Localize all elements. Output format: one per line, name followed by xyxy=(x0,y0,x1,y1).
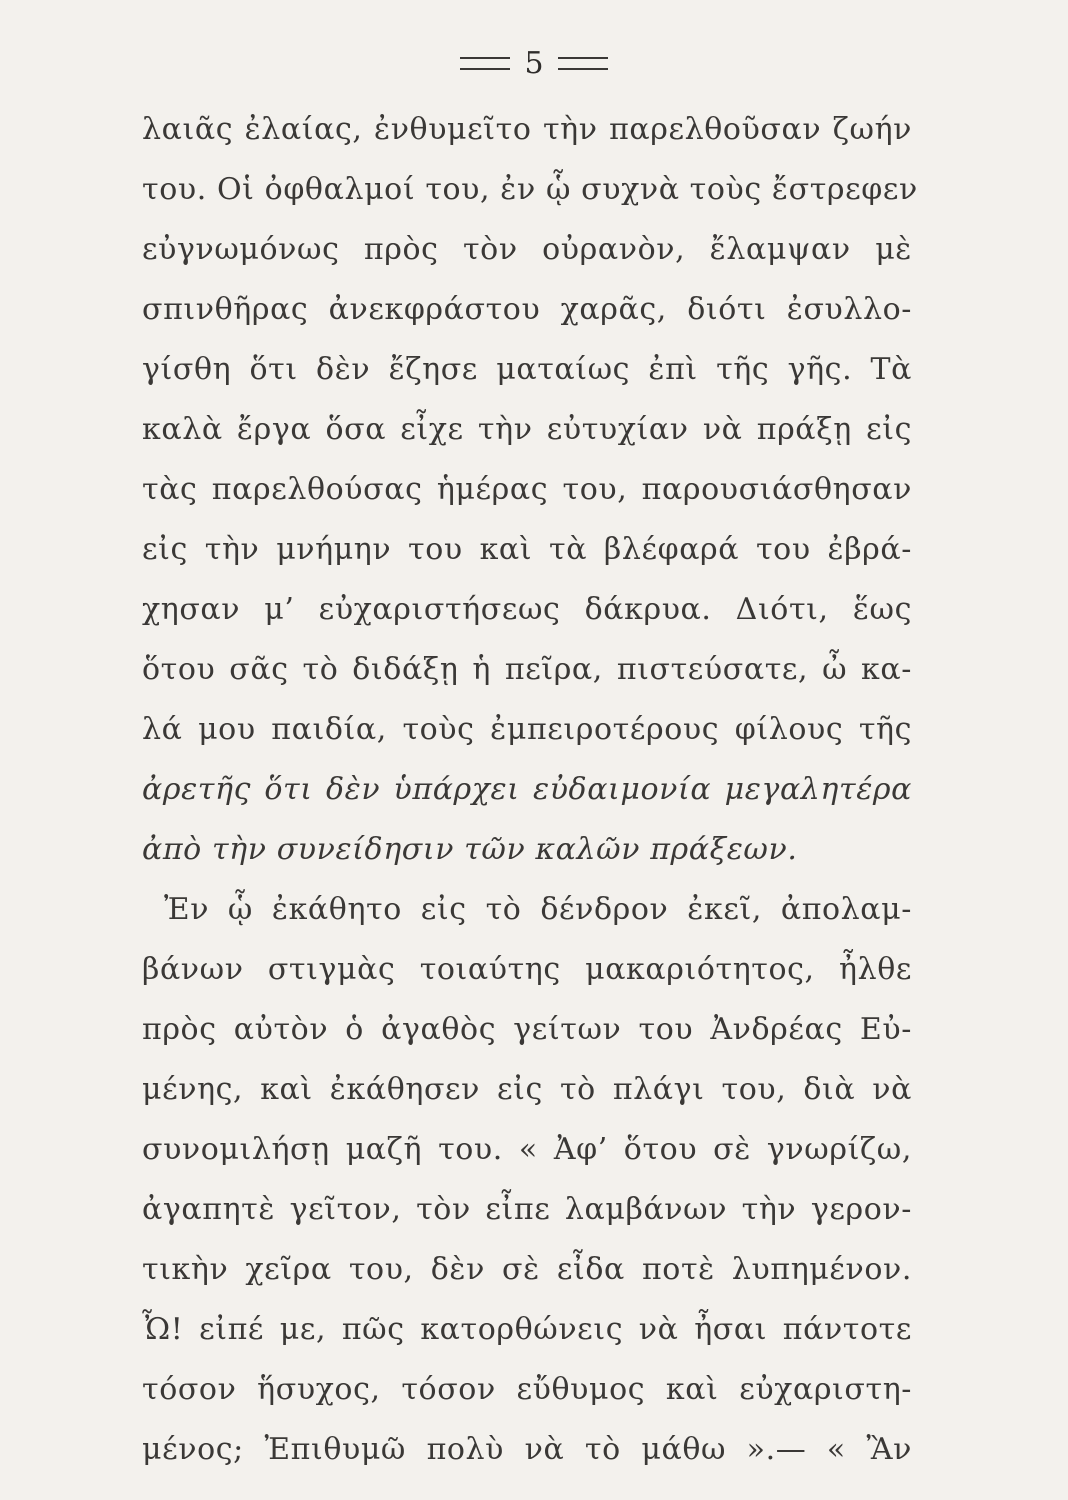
text-line: Ὦ! εἰπέ με, πῶς κατορθώνεις νὰ ἦσαι πάντοτε xyxy=(142,1312,912,1347)
body-text xyxy=(142,100,918,1480)
text-line: του. Οἱ ὀφθαλμοί του, ἐν ᾧ συχνὰ τοὺς ἔστρεφεν xyxy=(142,172,918,207)
text-line: εἰς τὴν μνήμην του καὶ τὰ βλέφαρά του ἐβρά- xyxy=(142,532,912,567)
left-double-rule xyxy=(460,57,510,70)
page-header xyxy=(0,46,1068,81)
text-line: σπινθῆρας ἀνεκφράστου χαρᾶς, διότι ἐσυλλο- xyxy=(142,292,912,327)
text-line: χησαν μ’ εὐχαριστήσεως δάκρυα. Διότι, ἕως xyxy=(142,592,912,627)
text-line: τικὴν χεῖρα του, δὲν σὲ εἶδα ποτὲ λυπημένον. xyxy=(142,1252,912,1287)
text-line: καλὰ ἔργα ὅσα εἶχε τὴν εὐτυχίαν νὰ πράξῃ εἰς xyxy=(142,412,912,447)
text-line: τόσον ἥσυχος, τόσον εὔθυμος καὶ εὐχαριστη- xyxy=(142,1372,912,1407)
text-line: Ἐν ᾧ ἐκάθητο εἰς τὸ δένδρον ἐκεῖ, ἀπολαμ- xyxy=(164,892,912,927)
text-line: βάνων στιγμὰς τοιαύτης μακαριότητος, ἦλθε xyxy=(142,952,912,987)
text-line: πρὸς αὐτὸν ὁ ἀγαθὸς γείτων του Ἀνδρέας Εὐ- xyxy=(142,1012,912,1047)
text-line: μένης, καὶ ἐκάθησεν εἰς τὸ πλάγι του, διὰ νὰ xyxy=(142,1072,912,1107)
text-line: λά μου παιδία, τοὺς ἐμπειροτέρους φίλους τῆς xyxy=(142,712,912,747)
text-line: συνομιλήσῃ μαζῆ του. « Ἀφ’ ὅτου σὲ γνωρίζω, xyxy=(142,1132,912,1167)
text-line: λαιᾶς ἐλαίας, ἐνθυμεῖτο τὴν παρελθοῦσαν ζωήν xyxy=(142,112,912,147)
page-number: 5 xyxy=(524,46,544,81)
text-line: ἀρετῆς ὅτι δὲν ὑπάρχει εὐδαιμονία μεγαλητέρα xyxy=(142,772,912,807)
text-line: ἀπὸ τὴν συνείδησιν τῶν καλῶν πράξεων. xyxy=(142,832,798,867)
text-line: ὅτου σᾶς τὸ διδάξῃ ἡ πεῖρα, πιστεύσατε, ὦ κα- xyxy=(142,652,912,687)
right-double-rule xyxy=(558,57,608,70)
text-line: τὰς παρελθούσας ἡμέρας του, παρουσιάσθησαν xyxy=(142,472,912,507)
text-line: γίσθη ὅτι δὲν ἔζησε ματαίως ἐπὶ τῆς γῆς. Τὰ xyxy=(142,352,912,387)
text-line: εὐγνωμόνως πρὸς τὸν οὐρανὸν, ἔλαμψαν μὲ xyxy=(142,232,912,267)
text-line: ἀγαπητὲ γεῖτον, τὸν εἶπε λαμβάνων τὴν γερον- xyxy=(142,1192,912,1227)
text-line: μένος; Ἐπιθυμῶ πολὺ νὰ τὸ μάθω ».— « Ἂν xyxy=(142,1432,912,1467)
